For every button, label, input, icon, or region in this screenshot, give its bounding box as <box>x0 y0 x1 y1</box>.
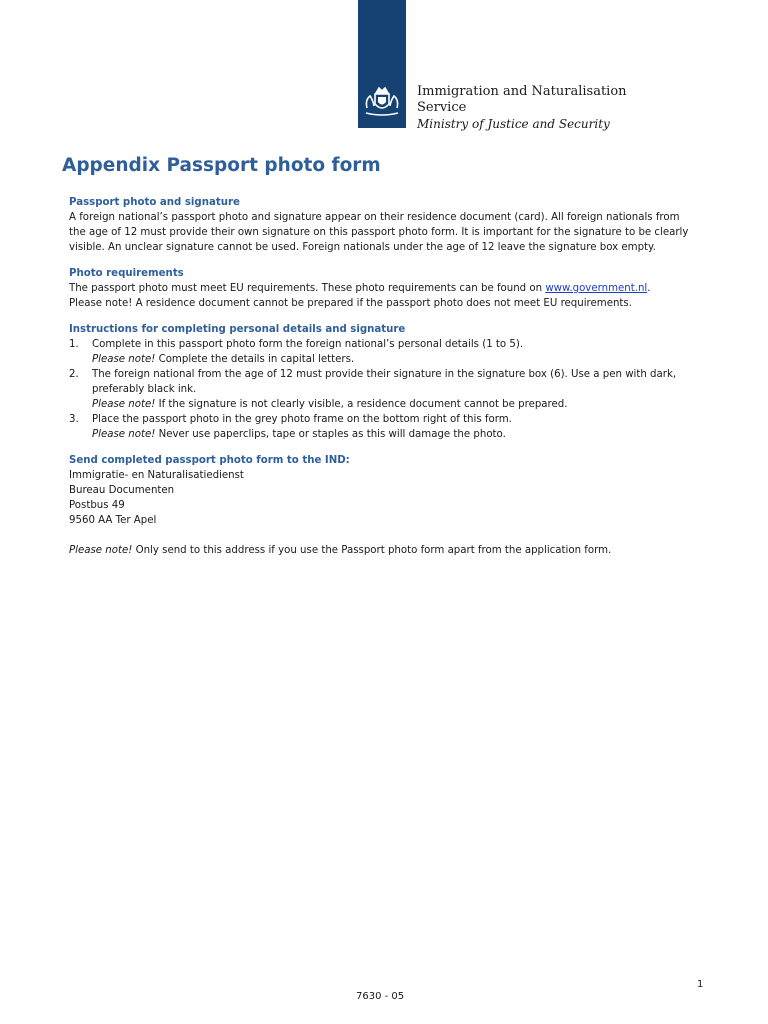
step-text: The foreign national from the age of 12 must provide their signature in the signature box (6). Use a pen with dark, preferably black ink. <box>92 369 677 395</box>
form-code: 7630 - 05 <box>356 991 405 1002</box>
note-label: Please note! <box>69 545 133 556</box>
address-line: Postbus 49 <box>69 500 125 511</box>
note-text: Complete the details in capital letters. <box>155 354 355 365</box>
agency-name <box>417 84 627 132</box>
note-text: If the signature is not clearly visible, a residence document cannot be prepared. <box>155 399 568 410</box>
step-note <box>92 397 699 412</box>
note-label: Please note! <box>92 354 156 365</box>
requirements-note: Please note! A residence document cannot be prepared if the passport photo does not meet EU requirements. <box>69 298 632 309</box>
list-item <box>69 367 699 412</box>
send-note <box>69 543 699 558</box>
page-title: Appendix Passport photo form <box>62 155 381 176</box>
page-number: 1 <box>697 979 704 990</box>
ministry-name: Ministry of Justice and Security <box>417 117 610 131</box>
logo-band <box>358 0 406 128</box>
address-line: Bureau Documenten <box>69 485 175 496</box>
agency-line-1: Immigration and Naturalisation <box>417 84 627 99</box>
step-text: Place the passport photo in the grey photo frame on the bottom right of this form. <box>92 414 512 425</box>
address-line: 9560 AA Ter Apel <box>69 515 157 526</box>
photo-requirements-text <box>69 281 699 296</box>
step-text: Complete in this passport photo form the foreign national’s personal details (1 to 5). <box>92 339 524 350</box>
heading-instructions: Instructions for completing personal details and signature <box>69 324 406 335</box>
photo-signature-text: A foreign national’s passport photo and signature appear on their residence document (card). All foreign nationals from the age of 12 must provide their own signature on this passport photo form. It is important for the signature to be clearly visible. An unclear signature cannot be used. Foreign nationals under the age of 12 leave the signature box empty. <box>69 212 689 253</box>
step-number: 3. <box>69 414 79 425</box>
requirements-text-end: . <box>647 283 651 294</box>
step-note <box>92 352 699 367</box>
note-text: Only send to this address if you use the Passport photo form apart from the application form. <box>132 545 612 556</box>
agency-line-2: Service <box>417 100 467 115</box>
step-number: 2. <box>69 369 79 380</box>
list-item <box>69 412 699 442</box>
heading-photo-requirements: Photo requirements <box>69 268 184 279</box>
heading-photo-signature: Passport photo and signature <box>69 197 240 208</box>
document-body <box>69 195 699 558</box>
note-label: Please note! <box>92 399 156 410</box>
address-line: Immigratie- en Naturalisatiedienst <box>69 470 244 481</box>
heading-send-form: Send completed passport photo form to the IND: <box>69 455 350 466</box>
note-label: Please note! <box>92 429 156 440</box>
step-number: 1. <box>69 339 79 350</box>
list-item <box>69 337 699 367</box>
note-text: Never use paperclips, tape or staples as this will damage the photo. <box>155 429 506 440</box>
instruction-list <box>69 337 699 442</box>
requirements-text-start: The passport photo must meet EU requirements. These photo requirements can be found on <box>69 283 546 294</box>
government-link[interactable]: www.government.nl <box>545 283 648 294</box>
step-note <box>92 427 699 442</box>
coat-of-arms-icon <box>361 80 403 120</box>
